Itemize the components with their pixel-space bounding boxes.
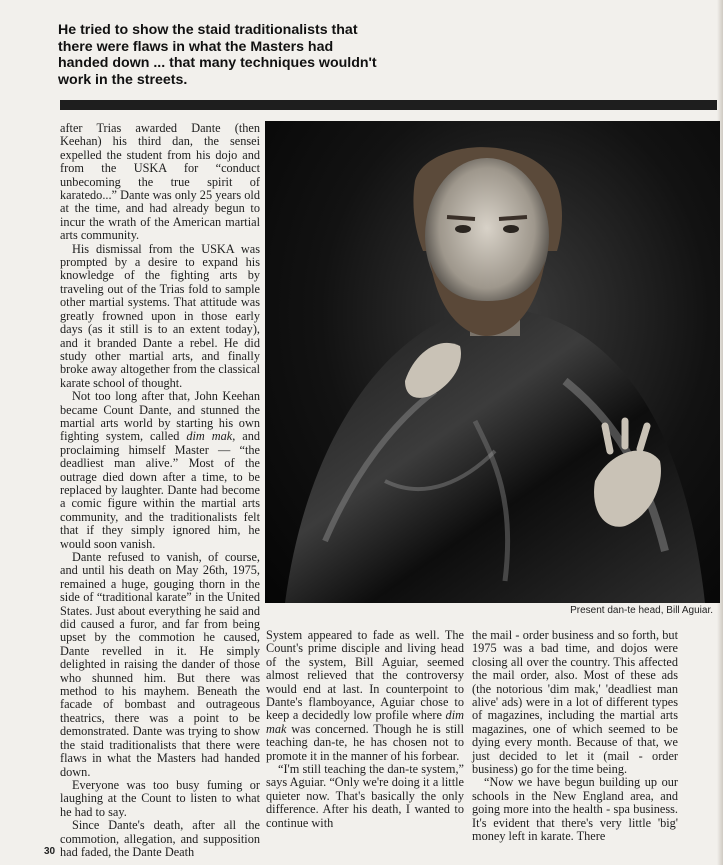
photo-caption: Present dan-te head, Bill Aguiar. xyxy=(570,605,713,616)
text-run: was concerned. Though he is still teaching dan-te, he has chosen not to promote it in the manner of his forbear. xyxy=(266,721,464,763)
pull-quote: He tried to show the staid traditionalists that there were flaws in what the Masters had handed down ... that many techniques wouldn't work in the streets. xyxy=(58,22,377,88)
paragraph: Dante refused to vanish, of course, and until his death on May 26th, 1975, remained a huge, gouging thorn in the side of “traditional karate” in the United States. Just about everything he said and did caused a furor, and far from being upset by the commotion he caused, Dante revelled in it. He simply delighted in raising the dander of those who shunned him. But there was method to his mayhem. Beneath the facade of bombast and outrageous theatrics, there was a point to be demonstrated. Dante was trying to show the staid traditionalists that there were flaws in what the Masters had handed down. xyxy=(60,550,260,779)
emphasis-text: dim mak xyxy=(266,708,464,736)
portrait-illustration xyxy=(265,121,720,603)
paragraph: “Now we have begun building up our schools in the New England area, and going more into the health - spa business. It's evident that there's very little 'big' money left in karate. There xyxy=(472,775,678,844)
paragraph: His dismissal from the USKA was prompted by a desire to expand his knowledge of the fighting arts by traveling out of the Trias fold to sample other martial systems. That attitude was greatly frowned upon in those early days (as it still is to an extent today), and it branded Dante a rebel. He did study other martial arts, and finally broke away altogether from the classical karate school of thought. xyxy=(60,241,260,390)
portrait-photo xyxy=(265,121,720,603)
paragraph: “I'm still teaching the dan-te system,” says Aguiar. “Only we're doing it a little quieter now. That's basically the only difference. After his death, I wanted to continue with xyxy=(266,762,464,830)
paragraph: Everyone was too busy fuming or laughing at the Count to listen to what he had to say. xyxy=(60,777,260,819)
paragraph: the mail - order business and so forth, but 1975 was a bad time, and dojos were closing all over the country. This affected the mail order, also. Most of these ads (the notorious 'dim mak,' 'deadliest man alive' ads) were in a lot of different types of magazines, including the martial arts magazines, one of which seemed to be dying every month. Because of that, we just decided to let it (mail - order business) go for the time being. xyxy=(472,628,678,777)
text-run: Not too long after that, John Keehan became Count Dante, and stunned the martial arts world by starting his own fighting system, called xyxy=(60,389,260,444)
paragraph: after Trias awarded Dante (then Keehan) his third dan, the sensei expelled the student from his dojo and from the USKA for “conduct unbecoming the true spirit of karatedo...” Dante was only 25 years old at the time, and had already begun to incur the wrath of the American martial arts community. xyxy=(60,121,260,243)
page-number: 30 xyxy=(44,846,56,857)
emphasis-text: dim mak xyxy=(186,429,233,444)
paragraph xyxy=(266,629,464,763)
article-column-3 xyxy=(472,629,678,844)
paragraph xyxy=(60,390,260,551)
paragraph: Since Dante's death, after all the commotion, allegation, and supposition had faded, the Dante Death xyxy=(60,818,260,859)
article-column-1 xyxy=(60,122,260,859)
header-rule xyxy=(60,100,723,110)
article-column-2 xyxy=(266,629,464,830)
text-run: , and proclaiming himself Master — “the deadliest man alive.” Most of the outrage died down after a time, to be replaced by laughter. Dante had become a comic figure within the martial arts community, and the traditionalists felt that if they simply ignored him, he would soon vanish. xyxy=(60,429,261,551)
text-run: System appeared to fade as well. The Count's prime disciple and living head of the system, Bill Aguiar, seemed almost relieved that the controversy would end at last. In counterpoint to Dante's flamboyance, Aguiar chose to keep a decidedly low profile where xyxy=(266,628,464,723)
